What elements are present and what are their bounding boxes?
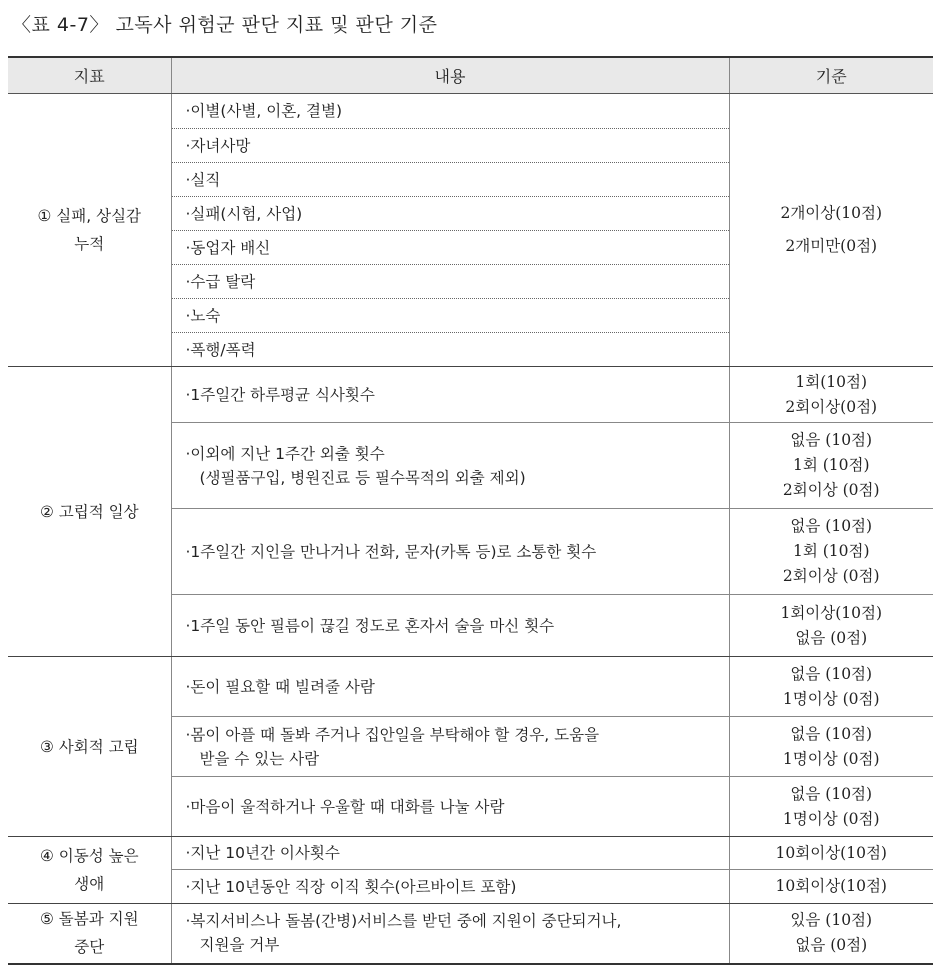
header-criteria: 기준 (729, 57, 933, 94)
content-line: ·1주일간 지인을 만나거나 전화, 문자(카톡 등)로 소통한 횟수 (185, 542, 597, 561)
header-row (8, 57, 933, 94)
criteria-line: 없음 (10점) (790, 724, 873, 743)
criteria-line: 없음 (0점) (795, 936, 868, 955)
indicator-cell (8, 367, 171, 657)
content-cell: ·수급 탈락 (171, 265, 729, 299)
content-cell: ·실패(시험, 사업) (171, 197, 729, 231)
criteria-cell (729, 717, 933, 777)
indicator-line: 누적 (74, 235, 105, 253)
criteria-line: 1명이상 (0점) (782, 809, 880, 828)
content-cell: ·노숙 (171, 299, 729, 333)
criteria-line: 없음 (10점) (790, 784, 873, 803)
criteria-cell (729, 423, 933, 509)
content-cell: ·이별(사별, 이혼, 결별) (171, 94, 729, 129)
criteria-line: 1회 (10점) (792, 456, 870, 474)
criteria-line: 없음 (0점) (795, 628, 868, 647)
header-content: 내용 (171, 57, 729, 94)
criteria-line: 있음 (10점) (790, 911, 873, 930)
criteria-cell (729, 904, 933, 964)
criteria-line: 2개이상(10점) (780, 204, 883, 222)
indicator-line: ① 실패, 상실감 (37, 207, 142, 225)
content-cell: ·동업자 배신 (171, 231, 729, 265)
table-row (8, 904, 933, 964)
content-cell: ·폭행/폭력 (171, 333, 729, 367)
criteria-line: 10회이상(10점) (775, 877, 887, 895)
criteria-cell (729, 870, 933, 904)
criteria-cell (729, 94, 933, 367)
content-cell (171, 657, 729, 717)
content-cell (171, 837, 729, 870)
content-cell (171, 367, 729, 423)
content-line: ·지난 10년간 이사횟수 (185, 844, 340, 862)
content-line: (생필품구입, 병원진료 등 필수목적의 외출 제외) (199, 468, 526, 487)
content-cell (171, 870, 729, 904)
content-cell: ·실직 (171, 163, 729, 197)
criteria-line: 2회이상(0점) (785, 397, 878, 416)
header-indicator: 지표 (8, 57, 171, 94)
indicator-line: ② 고립적 일상 (39, 502, 139, 521)
criteria-cell (729, 657, 933, 717)
content-cell (171, 904, 729, 964)
criteria-line: 1명이상 (0점) (782, 749, 880, 768)
indicator-cell (8, 657, 171, 837)
content-cell: ·자녀사망 (171, 129, 729, 163)
criteria-line: 1회(10점) (795, 372, 868, 391)
content-line: ·1주일 동안 필름이 끊길 정도로 혼자서 술을 마신 횟수 (185, 616, 555, 635)
indicator-cell (8, 94, 171, 367)
criteria-line: 10회이상(10점) (775, 843, 887, 862)
criteria-line: 1회이상(10점) (780, 603, 883, 622)
content-cell (171, 595, 729, 657)
table-row (8, 657, 933, 717)
criteria-cell (729, 509, 933, 595)
criteria-line: 없음 (10점) (790, 664, 873, 683)
indicator-line: ③ 사회적 고립 (39, 737, 139, 756)
indicator-line: 생애 (74, 875, 105, 893)
criteria-line: 2개미만(0점) (785, 237, 878, 255)
criteria-cell (729, 777, 933, 837)
criteria-line: 없음 (10점) (790, 431, 873, 449)
indicator-line: ④ 이동성 높은 (39, 847, 139, 865)
content-cell (171, 509, 729, 595)
content-line: ·1주일간 하루평균 식사횟수 (185, 385, 375, 404)
criteria-line: 2회이상 (0점) (782, 567, 880, 585)
indicator-cell (8, 837, 171, 904)
content-line: ·몸이 아플 때 돌봐 주거나 집안일을 부탁해야 할 경우, 도움을 (185, 725, 600, 744)
content-cell (171, 423, 729, 509)
table-row (8, 94, 933, 129)
content-line: ·돈이 필요할 때 빌려줄 사람 (185, 677, 375, 696)
risk-indicator-table (8, 56, 933, 965)
table-caption: 〈표 4-7〉 고독사 위험군 판단 지표 및 판단 기준 (12, 14, 438, 36)
criteria-line: 없음 (10점) (790, 517, 873, 535)
content-cell (171, 717, 729, 777)
content-cell (171, 777, 729, 837)
content-line: ·지난 10년동안 직장 이직 횟수(아르바이트 포함) (185, 877, 517, 896)
table-row (8, 367, 933, 423)
indicator-cell (8, 904, 171, 964)
table-row (8, 837, 933, 870)
indicator-line: ⑤ 돌봄과 지원 (39, 910, 139, 929)
criteria-line: 2회이상 (0점) (782, 481, 880, 499)
criteria-cell (729, 367, 933, 423)
indicator-line: 중단 (74, 938, 105, 957)
content-line: ·마음이 울적하거나 우울할 때 대화를 나눌 사람 (185, 797, 505, 816)
criteria-cell (729, 837, 933, 870)
criteria-line: 1회 (10점) (792, 542, 870, 560)
content-line: 받을 수 있는 사람 (199, 749, 320, 768)
content-line: ·이외에 지난 1주간 외출 횟수 (185, 444, 385, 463)
content-line: ·복지서비스나 돌봄(간병)서비스를 받던 중에 지원이 중단되거나, (185, 912, 622, 931)
content-line: 지원을 거부 (199, 936, 280, 955)
criteria-line: 1명이상 (0점) (782, 689, 880, 708)
criteria-cell (729, 595, 933, 657)
